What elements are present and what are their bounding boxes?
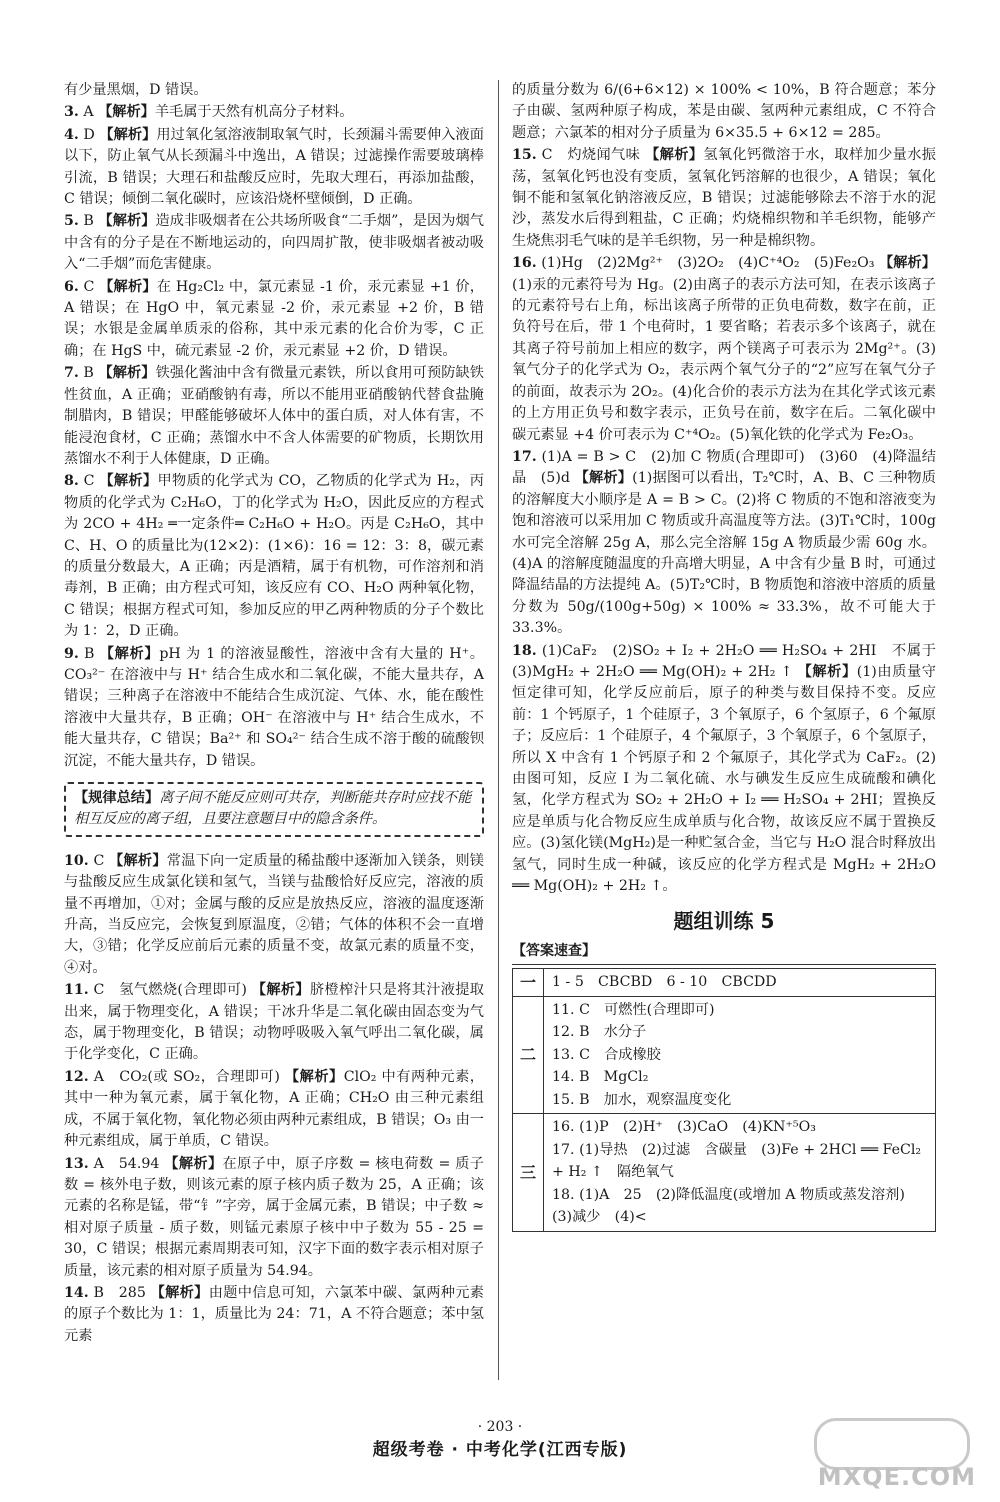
- answer-key: B: [78, 365, 99, 382]
- left-item: [64, 125, 484, 211]
- left-item: [64, 102, 484, 123]
- analysis-tag: 【解析】: [98, 365, 156, 382]
- left-item: [64, 851, 484, 979]
- left-item: [64, 644, 484, 772]
- answer-key: (1)Hg (2)2Mg²⁺ (3)2O₂ (4)C⁺⁴O₂ (5)Fe₂O₃: [536, 255, 880, 272]
- answer-key: C 氢气燃烧(合理即可): [88, 982, 252, 999]
- question-number: 17.: [512, 448, 537, 465]
- analysis-text: 氢氧化钙微溶于水，取样加少量水振荡，氢氧化钙也没有变质，氢氧化钙溶解的也很少，A 错误；氧化铜不能和氢氧化钠溶液反应，B 错误；过滤能够除去不溶于水的泥沙，蒸发水后得到粗盐，C 正确；灼烧棉织物和羊毛织物，能够产生烧焦羽毛气味的是羊毛织物，另一种是棉织物。: [512, 147, 936, 249]
- analysis-text: 甲物质的化学式为 CO，乙物质的化学式为 H₂，丙物质的化学式为 C₂H₆O，丁的化学式为 H₂O，因此反应的方程式为 2CO + 4H₂ ═一定条件═ C₂H₆O + H₂O。丙是 C₂H₆O，其中 C、H、O 的质量比为(12×2)：(1×6)：16 = 12：3：8，碳元素的质量分数最大，A 正确；丙是酒精，属于有机物，可作溶剂和消毒剂，B 正确；由方程式可知，该反应有 CO、H₂O 两种氧化物，C 错误；根据方程式可知，参加反应的甲乙两种物质的分子个数比为 1：2，D 正确。: [64, 473, 484, 640]
- analysis-tag: 【解析】: [109, 852, 167, 869]
- right-column: [512, 80, 951, 1232]
- answer-line: 16. (1)P (2)H⁺ (3)CaO (4)KN⁺⁵O₃: [552, 1119, 816, 1136]
- analysis-text: ClO₂ 中有两种元素，其中一种为氧元素，属于氧化物，A 正确；CH₂O 由三种元素组成，不属于氧化物，氧化物必须由两种元素组成，B 错误；O₃ 由一种元素组成，属于单质，C 错误。: [64, 1068, 484, 1150]
- question-number: 13.: [64, 1155, 89, 1172]
- question-number: 16.: [512, 255, 537, 272]
- quick-check-title: 【答案速查】: [512, 941, 936, 965]
- analysis-text: (1)由质量守恒定律可知，化学反应前后，原子的种类与数目保持不变。反应前：1 个钙原子，1 个硅原子，3 个氧原子，6 个氢原子，6 个氟原子；反应后：1 个硅原子，4 个氟原子，3 个氧原子，6 个氢原子，所以 X 中含有 1 个钙原子和 2 个氟原子，其化学式为 CaF₂。(2)由图可知，反应 I 为二氧化硫、水与碘发生反应生成硫酸和碘化氢，化学方程式为 SO₂ + 2H₂O + I₂ ══ H₂SO₄ + 2HI；置换反应是单质与化合物反应生成单质与化合物，故该反应不属于置换反应。(3)氢化镁(MgH₂)是一种贮氢合金，当它与 H₂O 混合时释放出氢气，同时生成一种碱，该反应的化学方程式是 MgH₂ + 2H₂O ══ Mg(OH)₂ + 2H₂ ↑。: [512, 663, 936, 895]
- answer-key: B 285: [88, 1284, 151, 1301]
- question-number: 5.: [64, 213, 79, 230]
- analysis-tag: 【解析】: [574, 470, 633, 487]
- analysis-text: 羊毛属于天然有机高分子材料。: [154, 104, 354, 121]
- answer-line: 12. B 水分子: [552, 1024, 647, 1041]
- answer-key: B: [78, 213, 99, 230]
- answer-line: 11. C 可燃性(合理即可): [552, 1001, 715, 1018]
- analysis-tag: 【解析】: [797, 663, 857, 680]
- answer-key: D: [78, 126, 100, 143]
- right-item: [512, 447, 936, 640]
- watermark-text: MXQE.COM: [817, 1462, 976, 1491]
- question-number: 6.: [64, 278, 79, 295]
- question-number: 18.: [512, 642, 537, 659]
- analysis-tag: 【解析】: [879, 255, 936, 272]
- question-number: 14.: [64, 1284, 89, 1301]
- question-number: 15.: [512, 147, 537, 164]
- analysis-text: 的质量分数为 6/(6+6×12) × 100% < 10%，B 符合题意；苯分子由碳、氢两种原子构成，苯是由碳、氢两种元素组成，C 不符合题意；六氯苯的相对分子质量为 6×35.5 + 6×12 = 285。: [512, 82, 936, 141]
- answer-line: (3)减少 (4)<: [552, 1209, 647, 1226]
- question-number: 3.: [64, 104, 79, 121]
- analysis-text: (1)汞的元素符号为 Hg。(2)由离子的表示方法可知，在表示该离子的元素符号右上角，标出该离子所带的正负电荷数，数字在前，正负符号在后，带 1 个电荷时，1 要省略；若表示多个该离子，就在其离子符号前加上相应的数字，两个镁离子可表示为 2Mg²⁺。(3)氧气分子的化学式为 O₂，表示两个氧气分子的“2”应写在氧气分子的前面，故表示为 2O₂。(4)化合价的表示方法为在其化学式该元素的上方用正负号和数字表示，正负号在前，数字在后。二氧化碳中碳元素显 +4 价可表示为 C⁺⁴O₂。(5)氧化铁的化学式为 Fe₂O₃。: [512, 276, 936, 443]
- analysis-tag: 【解析】: [99, 473, 158, 490]
- question-number: 12.: [64, 1068, 89, 1085]
- left-item: [64, 1283, 484, 1347]
- left-column: [64, 80, 484, 1348]
- question-number: 7.: [64, 365, 79, 382]
- answer-table: [512, 968, 936, 1232]
- left-item: [64, 1067, 484, 1153]
- analysis-text: 脐橙榨汁只是将其汁液提取出来，属于物理变化，A 错误；干冰升华是二氧化碳由固态变为气态，属于物理变化，B 错误；动物呼吸吸入氧气呼出二氧化碳，属于化学变化，C 正确。: [64, 982, 484, 1063]
- answer-line: 13. C 合成橡胶: [552, 1046, 661, 1063]
- analysis-text: 在原子中，原子序数 = 核电荷数 = 质子数 = 核外电子数，则该元素的原子核内质子数为 25，A 正确；该元素的名称是锰，带“钅”字旁，属于金属元素，B 错误；中子数 ≈ 相对原子质量 - 质子数，则锰元素原子核中中子数为 55 - 25 = 30，C 错误；根据元素周期表可知，汉字下面的数字表示相对原子质量，该元素的相对原子质量为 54.94。: [64, 1155, 484, 1279]
- answer-section-label: 一: [513, 969, 544, 997]
- analysis-tag: 【解析】: [98, 104, 155, 121]
- answer-cell: [544, 969, 936, 997]
- answer-key: (1)A = B > C (2)加 C 物质(合理即可) (3)60 (4)降温结晶 (5)d: [512, 448, 936, 487]
- analysis-tag: 【解析】: [284, 1068, 344, 1085]
- analysis-text: 有少量黑烟，D 错误。: [64, 82, 208, 98]
- analysis-text: 由题中信息可知，六氯苯中碳、氯两种元素的原子个数比为 1：1，质量比为 24：71，A 不符合题意；苯中氢元素: [64, 1284, 484, 1344]
- answer-key: A: [78, 104, 99, 121]
- answer-key: B: [78, 645, 100, 662]
- column-divider: [498, 80, 499, 1380]
- left-item: [64, 1154, 484, 1282]
- answer-line: 18. (1)A 25 (2)降低温度(或增加 A 物质或蒸发溶剂): [552, 1186, 905, 1203]
- answer-line: 1 - 5 CBCBD 6 - 10 CBCDD: [552, 974, 777, 991]
- watermark-logo: [786, 1418, 976, 1491]
- analysis-tag: 【解析】: [99, 645, 160, 662]
- analysis-tag: 【解析】: [99, 278, 157, 295]
- right-answers: [512, 80, 951, 897]
- right-item: [512, 253, 936, 446]
- analysis-text: 离子间不能反应则可共存，判断能共存时应找不能相互反应的离子组，且要注意题目中的隐含条件。: [74, 790, 472, 828]
- right-item: [512, 641, 951, 898]
- page-number: · 203 ·: [477, 1419, 523, 1435]
- right-item: [512, 80, 936, 144]
- answer-key: C: [78, 278, 100, 295]
- question-number: 10.: [64, 852, 89, 869]
- answer-line: 14. B MgCl₂: [552, 1069, 649, 1086]
- answer-line: 15. B 加水，观察温度变化: [552, 1091, 732, 1108]
- answer-key: C: [78, 473, 100, 490]
- analysis-text: pH 为 1 的溶液显酸性，溶液中含有大量的 H⁺。CO₃²⁻ 在溶液中与 H⁺ 结合生成水和二氧化碳，不能大量共存，A 错误；三种离子在溶液中不能结合生成沉淀、气体、水，能在酸性溶液中大量共存，B 正确；OH⁻ 在溶液中与 H⁺ 结合生成水，不能大量共存，C 错误；Ba²⁺ 和 SO₄²⁻ 结合生成不溶于酸的硫酸钡沉淀，不能大量共存，D 错误。: [64, 645, 484, 769]
- analysis-text: 常温下向一定质量的稀盐酸中逐渐加入镁条，则镁与盐酸反应生成氯化镁和氢气，当镁与盐酸恰好反应完，溶液的质量不再增加，①对；金属与酸的反应是放热反应，溶液的温度逐渐升高，当反应完，会恢复到原温度，②错；气体的体积不会一直增大，③错；化学反应前后元素的质量不变，故氯元素的质量不变，④对。: [64, 852, 484, 976]
- analysis-tag: 【解析】: [98, 213, 156, 230]
- analysis-tag: 【解析】: [251, 982, 310, 999]
- answer-line: 17. (1)导热 (2)过滤 含碳量 (3)Fe + 2HCl ══ FeCl₂ + H₂ ↑ 隔绝氧气: [552, 1141, 922, 1181]
- analysis-tag: 【规律总结】: [74, 790, 160, 806]
- right-item: [512, 145, 936, 252]
- question-number: 4.: [64, 126, 79, 143]
- analysis-text: (1)据图可以看出，T₂℃时，A、B、C 三种物质的溶解度大小顺序是 A = B > C。(2)将 C 物质的不饱和溶液变为饱和溶液可以采用加 C 物质或升高温度等方法。(3)T₁℃时，100g 水可完全溶解 25g A，那么完全溶解 15g A 物质最少需 60g 水。(4)A 的溶解度随温度的升高增大明显，A 中含有少量 B 时，可通过降温结晶的方法提纯 A。(5)T₂℃时，B 物质饱和溶液中溶质的质量分数为 50g/(100g+50g) × 100% ≈ 33.3%，故不可能大于 33.3%。: [512, 470, 936, 637]
- question-number: 8.: [64, 473, 79, 490]
- analysis-text: 造成非吸烟者在公共场所吸食“二手烟”，是因为烟气中含有的分子是在不断地运动的，向四周扩散，使非吸烟者被动吸入“二手烟”而危害健康。: [64, 213, 484, 273]
- question-number: 11.: [64, 982, 89, 999]
- left-item: [64, 363, 484, 470]
- analysis-text: 在 Hg₂Cl₂ 中，氯元素显 -1 价，汞元素显 +1 价，A 错误；在 HgO 中，氧元素显 -2 价，汞元素显 +2 价，B 错误；水银是金属单质汞的俗称，其中汞元素的化合价为零，C 正确；在 HgS 中，硫元素显 -2 价，汞元素显 +2 价，D 错误。: [64, 278, 484, 359]
- analysis-tag: 【解析】: [99, 126, 157, 143]
- answer-key: A CO₂(或 SO₂，合理即可): [88, 1068, 285, 1085]
- analysis-tag: 【解析】: [150, 1284, 209, 1301]
- answer-cell: [544, 1114, 936, 1232]
- answer-section-label: 二: [513, 996, 544, 1114]
- left-item: [64, 211, 484, 275]
- answer-key: C 灼烧闻气味: [536, 147, 646, 164]
- answer-row: [513, 1114, 936, 1232]
- analysis-text: 用过氧化氢溶液制取氧气时，长颈漏斗需要伸入液面以下，防止氧气从长颈漏斗中逸出，A 错误；过滤操作需要玻璃棒引流，B 错误；大理石和盐酸反应时，先取大理石，再添加盐酸，C 错误；倾倒二氧化碳时，应该沿烧杯壁倾倒，D 正确。: [64, 126, 484, 208]
- book-title: 超级考卷 · 中考化学(江西专版): [372, 1440, 628, 1461]
- answer-row: [513, 996, 936, 1114]
- left-item: [64, 980, 484, 1066]
- analysis-tag: 【解析】: [164, 1155, 223, 1172]
- left-item: [64, 80, 484, 101]
- answer-key: (1)CaF₂ (2)SO₂ + I₂ + 2H₂O ══ H₂SO₄ + 2HI 不属于 (3)MgH₂ + 2H₂O ══ Mg(OH)₂ + 2H₂ ↑: [512, 642, 951, 680]
- left-item: [64, 471, 484, 642]
- section-title: 题组训练 5: [673, 909, 775, 934]
- left-item: [64, 782, 484, 837]
- analysis-text: 铁强化酱油中含有微量元素铁，所以食用可预防缺铁性贫血，A 正确；亚硝酸钠有毒，所以不能用亚硝酸钠代替食盐腌制腊肉，B 错误；甲醛能够破坏人体中的蛋白质，对人体有害，不能浸泡食材，C 正确；蒸馏水中不含人体需要的矿物质，长期饮用蒸馏水不利于人体健康，D 正确。: [64, 365, 484, 467]
- answer-section-label: 三: [513, 1114, 544, 1232]
- answer-row: [513, 969, 936, 997]
- answer-key: C: [88, 852, 110, 869]
- answer-cell: [544, 996, 936, 1114]
- question-number: 9.: [64, 645, 79, 662]
- left-item: [64, 277, 484, 363]
- answer-key: A 54.94: [88, 1155, 165, 1172]
- analysis-tag: 【解析】: [645, 147, 704, 164]
